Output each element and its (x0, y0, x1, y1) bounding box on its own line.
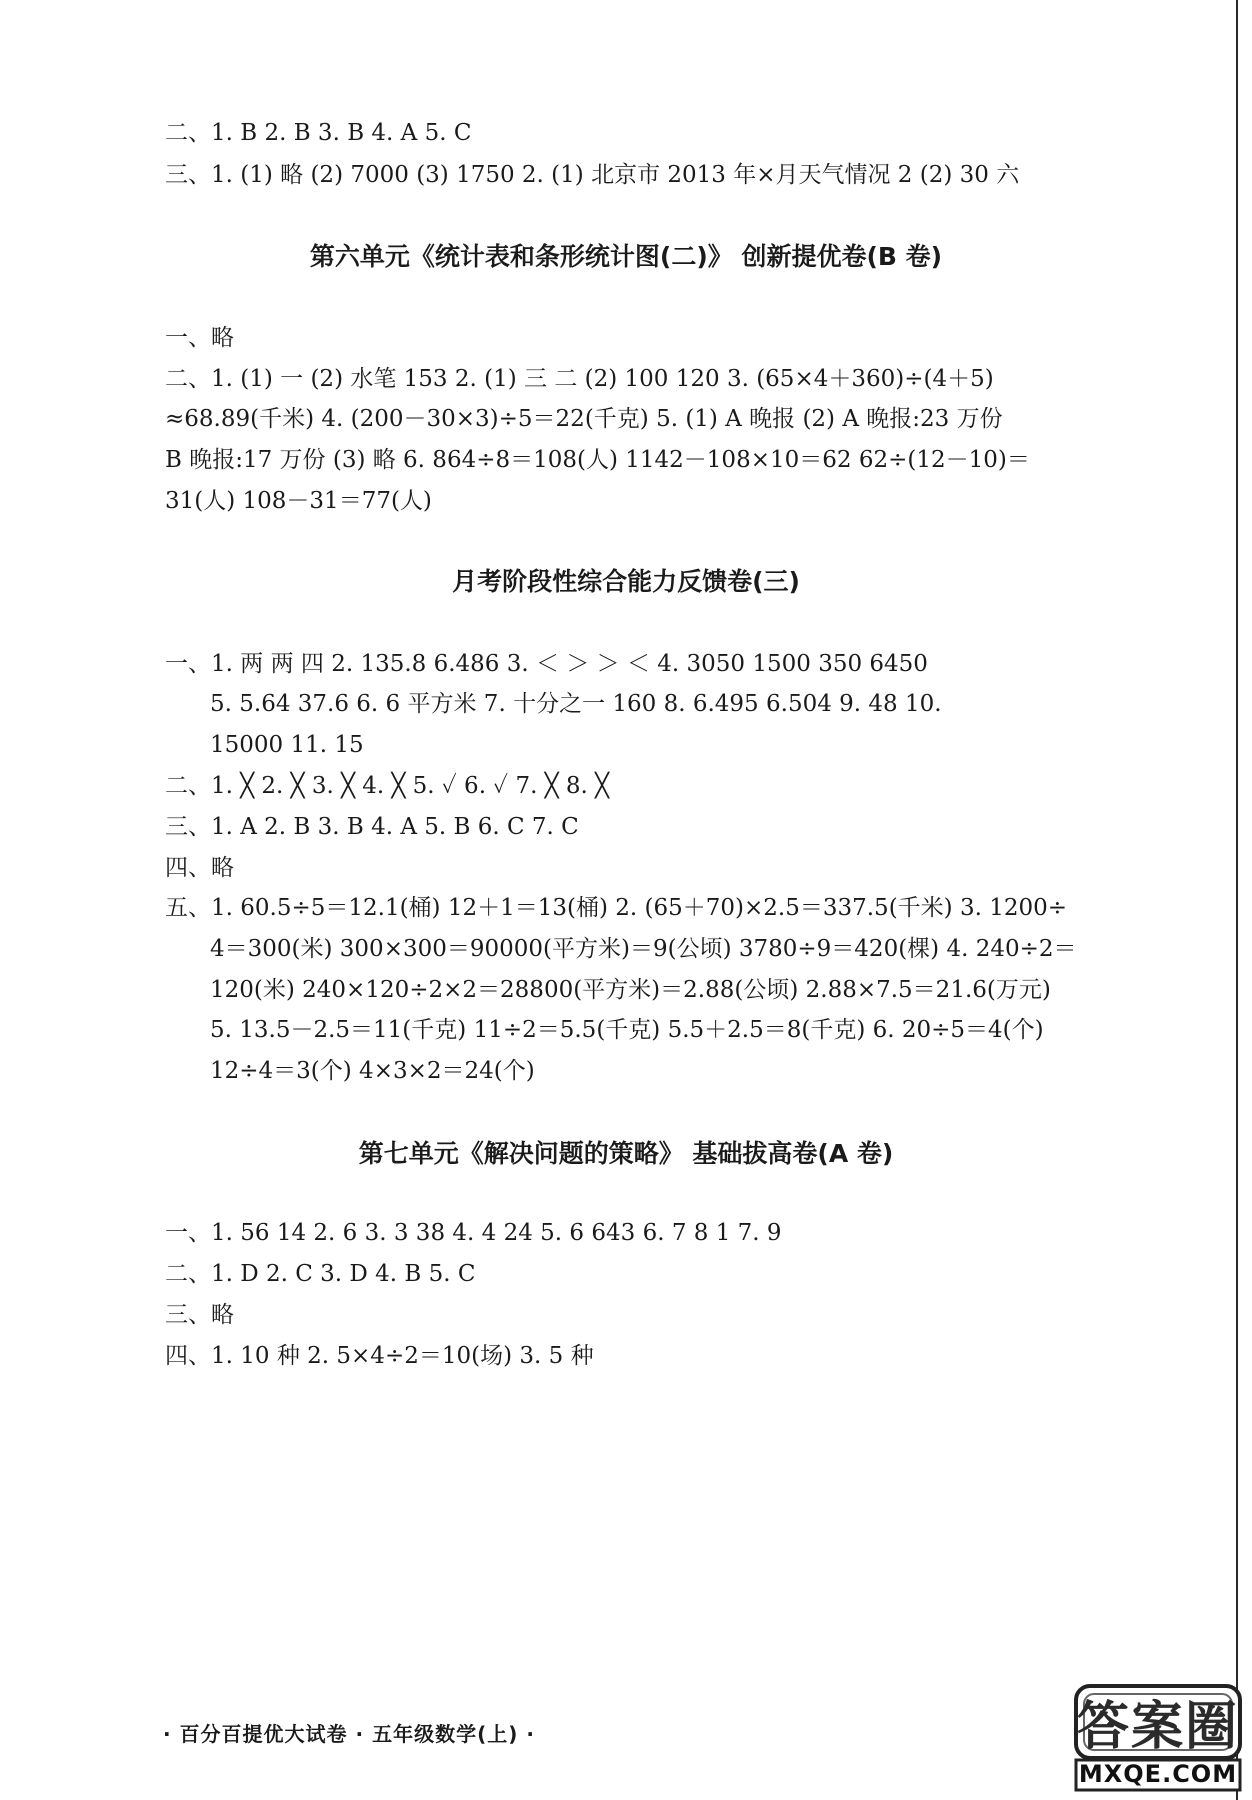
section-title-unit7: 第七单元《解决问题的策略》 基础拔高卷(A 卷) (358, 1139, 894, 1168)
answer-line: 三、略 (165, 1302, 234, 1328)
answer-line: 四、略 (165, 855, 234, 881)
answer-line: 一、略 (165, 325, 234, 351)
page-footer: · 百分百提优大试卷 · 五年级数学(上) · (163, 1722, 535, 1746)
answer-line: 5. 5.64 37.6 6. 6 平方米 7. 十分之一 160 8. 6.495 6.504 9. 48 10. (210, 691, 942, 717)
answer-line: 四、1. 10 种 2. 5×4÷2＝10(场) 3. 5 种 (165, 1343, 594, 1369)
answer-line: 三、1. A 2. B 3. B 4. A 5. B 6. C 7. C (165, 814, 579, 840)
answer-line: 二、1. (1) 一 (2) 水笔 153 2. (1) 三 二 (2) 100 120 3. (65×4＋360)÷(4＋5) (165, 366, 994, 392)
answer-line: 31(人) 108－31＝77(人) (165, 488, 432, 514)
section-title-unit6: 第六单元《统计表和条形统计图(二)》 创新提优卷(B 卷) (309, 242, 943, 271)
answer-line: B 晚报:17 万份 (3) 略 6. 864÷8＝108(人) 1142－108×10＝62 62÷(12－10)＝ (165, 447, 1030, 473)
watermark-logo (1072, 1680, 1244, 1792)
answer-line: 一、1. 两 两 四 2. 135.8 6.486 3. ＜ ＞ ＞ ＜ 4. 3050 1500 350 6450 (165, 651, 928, 677)
answer-line: 五、1. 60.5÷5＝12.1(桶) 12＋1＝13(桶) 2. (65＋70)×2.5＝337.5(千米) 3. 1200÷ (165, 895, 1068, 921)
answer-line: 二、1. B 2. B 3. B 4. A 5. C (165, 120, 472, 146)
answer-line: 三、1. (1) 略 (2) 7000 (3) 1750 2. (1) 北京市 2013 年×月天气情况 2 (2) 30 六 (165, 162, 1020, 188)
answer-line: 15000 11. 15 (210, 732, 364, 758)
answer-line: 5. 13.5－2.5＝11(千克) 11÷2＝5.5(千克) 5.5＋2.5＝8(千克) 6. 20÷5＝4(个) (210, 1017, 1044, 1043)
answer-line: 120(米) 240×120÷2×2＝28800(平方米)＝2.88(公顷) 2.88×7.5＝21.6(万元) (210, 977, 1051, 1003)
answer-line: 二、1. D 2. C 3. D 4. B 5. C (165, 1261, 476, 1287)
answer-line: 12÷4＝3(个) 4×3×2＝24(个) (210, 1058, 535, 1084)
section-title-monthly: 月考阶段性综合能力反馈卷(三) (452, 567, 800, 596)
answer-line: 二、1. ╳ 2. ╳ 3. ╳ 4. ╳ 5. ✓ 6. ✓ 7. ╳ 8. ╳ (165, 773, 609, 799)
answer-line: 4＝300(米) 300×300＝90000(平方米)＝9(公顷) 3780÷9＝420(棵) 4. 240÷2＝ (210, 936, 1077, 962)
answer-line: ≈68.89(千米) 4. (200－30×3)÷5＝22(千克) 5. (1) A 晚报 (2) A 晚报:23 万份 (165, 406, 1003, 432)
watermark-url: MXQE.COM (1078, 1760, 1238, 1788)
watermark-text: 答案圈 (1076, 1696, 1239, 1757)
answer-line: 一、1. 56 14 2. 6 3. 3 38 4. 4 24 5. 6 643 6. 7 8 1 7. 9 (165, 1220, 782, 1246)
